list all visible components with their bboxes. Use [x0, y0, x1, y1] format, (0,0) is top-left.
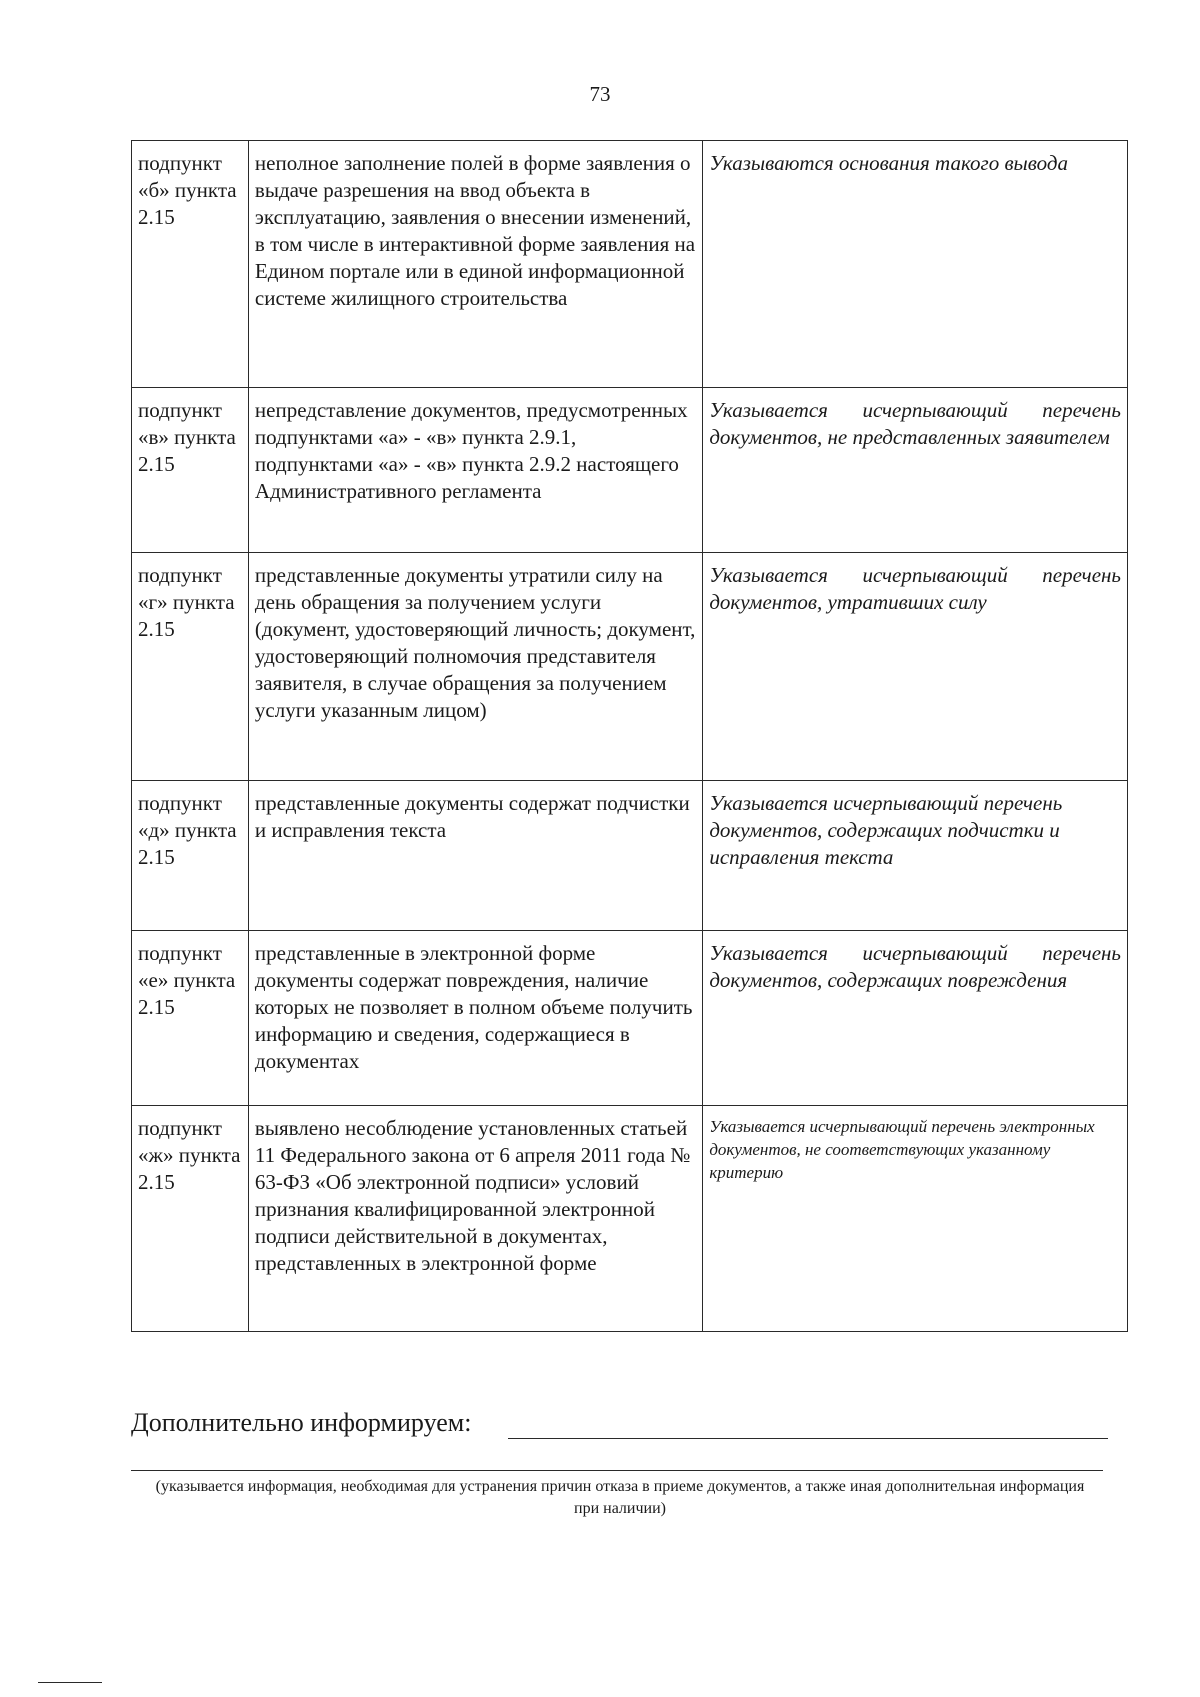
- table-row: [132, 931, 1128, 1106]
- row-description: представленные документы утратили силу на день обращения за получением услуги (документ, удостоверяющий личность; документ, удостоверяющий полномочия представителя заявителя, в случае обращения за получением услуги указанным лицом): [248, 553, 702, 781]
- table-row: [132, 781, 1128, 931]
- row-description: неполное заполнение полей в форме заявления о выдаче разрешения на ввод объекта в эксплуатацию, заявления о внесении изменений, в том числе в интерактивной форме заявления на Едином портале или в единой информационной системе жилищного строительства: [248, 141, 702, 388]
- row-note: Указывается исчерпывающий перечень документов, содержащих подчистки и исправления текста: [703, 781, 1128, 931]
- row-reference: подпункт «в» пункта 2.15: [132, 388, 249, 553]
- row-note-text: Указывается исчерпывающий перечень документов, содержащих повреждения: [709, 941, 1121, 992]
- row-reference: подпункт «е» пункта 2.15: [132, 931, 249, 1106]
- row-description: представленные в электронной форме документы содержат повреждения, наличие которых не позволяет в полном объеме получить информацию и сведения, содержащиеся в документах: [248, 931, 702, 1106]
- additional-info-footnote: (указывается информация, необходимая для устранения причин отказа в приеме документов, а также иная дополнительная информация при наличии): [155, 1478, 1085, 1517]
- row-description: непредставление документов, предусмотренных подпунктами «а» - «в» пункта 2.9.1, подпунктами «а» - «в» пункта 2.9.2 настоящего Административного регламента: [248, 388, 702, 553]
- table-row: [132, 553, 1128, 781]
- additional-info-label: Дополнительно информируем:: [131, 1408, 472, 1437]
- row-reference: подпункт «г» пункта 2.15: [132, 553, 249, 781]
- table-row: [132, 141, 1128, 388]
- row-description: выявлено несоблюдение установленных статьей 11 Федерального закона от 6 апреля 2011 года № 63-ФЗ «Об электронной подписи» условий признания квалифицированной электронной подписи действительной в документах, представленных в электронной форме: [248, 1106, 702, 1332]
- divider: [38, 1682, 102, 1683]
- row-note: [703, 388, 1128, 553]
- row-note: [703, 931, 1128, 1106]
- page-number: 73: [589, 82, 611, 106]
- row-reference: подпункт «б» пункта 2.15: [132, 141, 249, 388]
- row-reference: подпункт «ж» пункта 2.15: [132, 1106, 249, 1332]
- row-note: [703, 553, 1128, 781]
- row-note-text: Указывается исчерпывающий перечень документов, не представленных заявителем: [709, 398, 1121, 449]
- row-note-text: Указывается исчерпывающий перечень документов, утративших силу: [709, 563, 1121, 614]
- row-note: Указываются основания такого вывода: [703, 141, 1128, 388]
- additional-info-input-line: [131, 1470, 1103, 1471]
- table-row: [132, 388, 1128, 553]
- row-reference: подпункт «д» пункта 2.15: [132, 781, 249, 931]
- row-description: представленные документы содержат подчистки и исправления текста: [248, 781, 702, 931]
- additional-info-input-line: [508, 1438, 1108, 1439]
- row-note: Указывается исчерпывающий перечень электронных документов, не соответствующих указанному критерию: [703, 1106, 1128, 1332]
- refusal-grounds-table: [131, 140, 1128, 1332]
- table-row: [132, 1106, 1128, 1332]
